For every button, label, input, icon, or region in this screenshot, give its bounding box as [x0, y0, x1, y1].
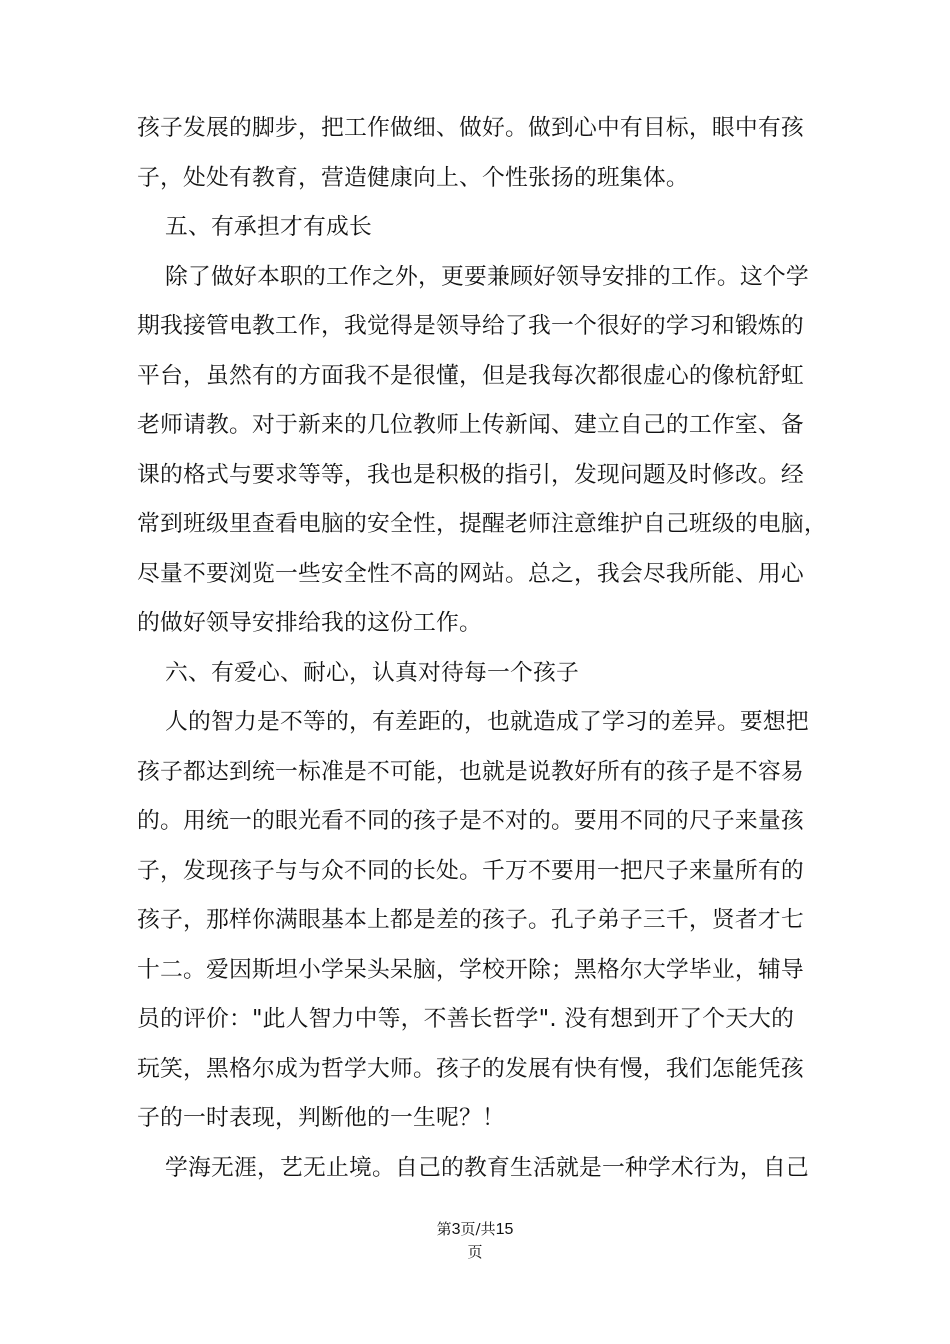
text-line: 孩子都达到统一标准是不可能，也就是说教好所有的孩子是不容易: [137, 758, 804, 785]
text-line: 人的智力是不等的，有差距的，也就造成了学习的差异。要想把: [165, 709, 809, 735]
text-line: 孩子发展的脚步，把工作做细、做好。做到心中有目标，眼中有孩: [137, 115, 804, 141]
text-line: 课的格式与要求等等，我也是积极的指引，发现问题及时修改。经: [137, 461, 804, 488]
text-line: 六、有爱心、耐心，认真对待每一个孩子: [165, 659, 579, 686]
text-line: 期我接管电教工作，我觉得是领导给了我一个很好的学习和锻炼的: [137, 313, 804, 339]
text-line: 除了做好本职的工作之外，更要兼顾好领导安排的工作。这个学: [165, 263, 809, 290]
text-line: 员的评价："此人智力中等，不善长哲学". 没有想到开了个天大的: [137, 1006, 795, 1032]
text-line: 五、有承担才有成长: [165, 214, 372, 240]
total-page-count: 15: [495, 1221, 514, 1238]
text-line: 的。用统一的眼光看不同的孩子是不对的。要用不同的尺子来量孩: [137, 808, 804, 834]
text-line: 子的一时表现，判断他的一生呢？！: [137, 1105, 505, 1131]
text-line: 子，发现孩子与与众不同的长处。千万不要用一把尺子来量所有的: [137, 857, 804, 884]
text-line: 老师请教。对于新来的几位教师上传新闻、建立自己的工作室、备: [137, 412, 804, 438]
page-label-prefix: 第: [436, 1220, 452, 1238]
page-label-middle: 页/共: [460, 1220, 496, 1238]
document-body: [137, 104, 837, 1193]
page-number-line: [0, 1218, 950, 1241]
text-line: 十二。爱因斯坦小学呆头呆脑，学校开除；黑格尔大学毕业，辅导: [137, 956, 804, 983]
text-line: 学海无涯，艺无止境。自己的教育生活就是一种学术行为，自己: [165, 1154, 809, 1181]
page-footer: [0, 1218, 950, 1263]
text-line: 的做好领导安排给我的这份工作。: [137, 610, 482, 636]
text-line: 平台，虽然有的方面我不是很懂，但是我每次都很虚心的像杭舒虹: [137, 362, 804, 389]
current-page-number: 3: [451, 1221, 461, 1238]
page-label-suffix: 页: [467, 1243, 483, 1261]
text-line: 子，处处有教育，营造健康向上、个性张扬的班集体。: [137, 164, 689, 191]
text-line: 常到班级里查看电脑的安全性，提醒老师注意维护自己班级的电脑，: [137, 511, 827, 537]
text-line: 尽量不要浏览一些安全性不高的网站。总之，我会尽我所能、用心: [137, 560, 804, 587]
text-line: 孩子，那样你满眼基本上都是差的孩子。孔子弟子三千，贤者才七: [137, 907, 804, 933]
text-line: 玩笑，黑格尔成为哲学大师。孩子的发展有快有慢，我们怎能凭孩: [137, 1055, 804, 1082]
